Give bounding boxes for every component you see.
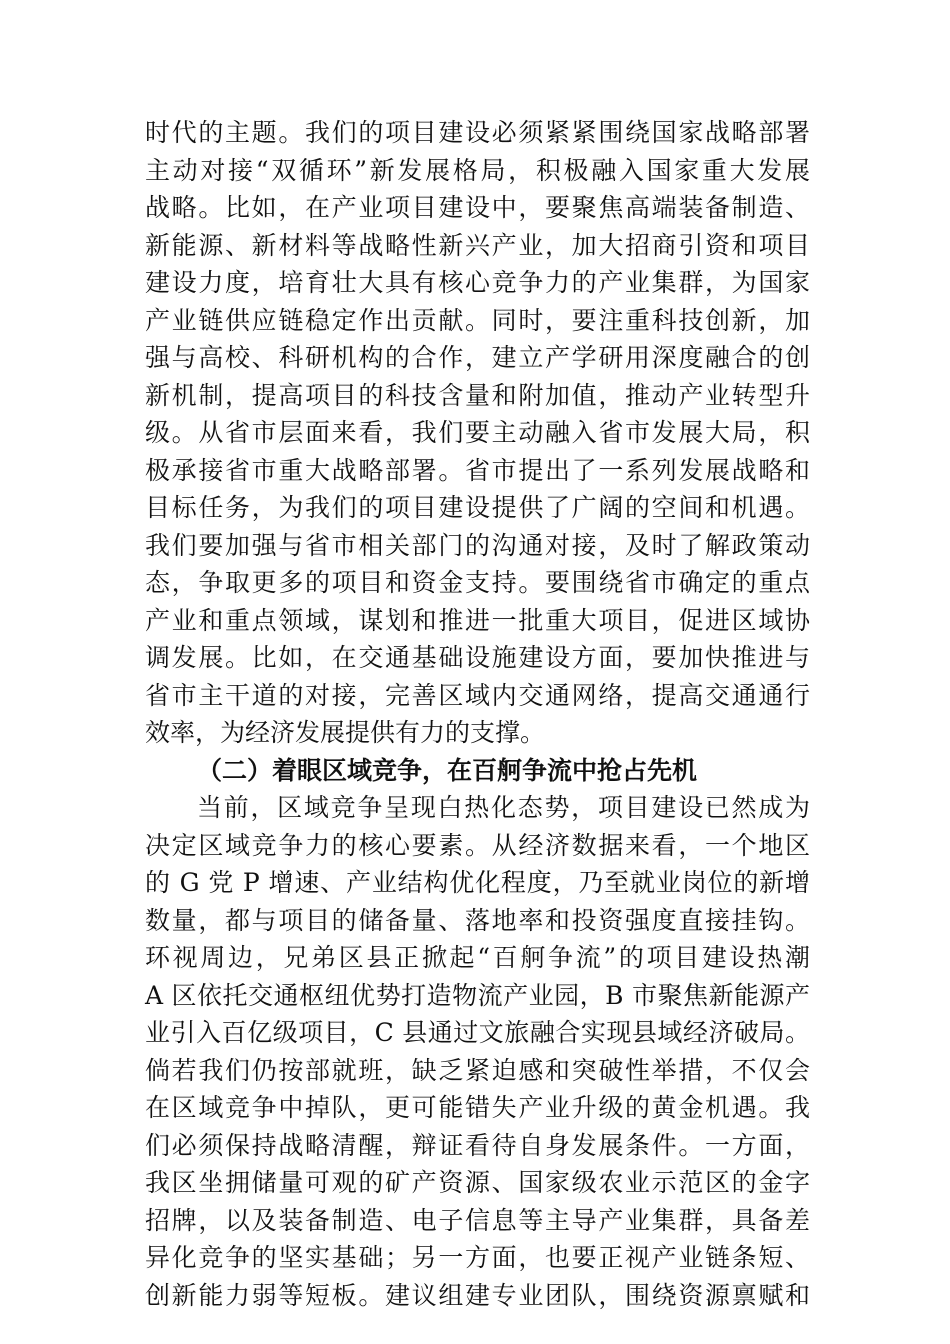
text-line: 们必须保持战略清醒，辩证看待自身发展条件。一方面， — [145, 1130, 810, 1160]
text-line: 业引入百亿级项目，C 县通过文旅融合实现县域经济破局。 — [145, 1018, 810, 1047]
text-line: 极承接省市重大战略部署。省市提出了一系列发展战略和 — [145, 455, 810, 485]
text-line: 决定区域竞争力的核心要素。从经济数据来看，一个地区 — [145, 830, 810, 860]
text-line: 时代的主题。我们的项目建设必须紧紧围绕国家战略部署 — [145, 118, 810, 147]
document-body — [145, 114, 810, 1314]
text-line: 的 G 党 P 增速、产业结构优化程度，乃至就业岗位的新增 — [145, 868, 810, 897]
text-line: 调发展。比如，在交通基础设施建设方面，要加快推进与 — [145, 643, 810, 672]
text-line: 产业链供应链稳定作出贡献。同时，要注重科技创新，加 — [145, 305, 810, 335]
text-line: 战略。比如，在产业项目建设中，要聚焦高端装备制造、 — [145, 193, 810, 222]
paragraph-2 — [145, 789, 810, 1314]
text-line: 建设力度，培育壮大具有核心竞争力的产业集群，为国家 — [145, 268, 810, 297]
text-line: 在区域竞争中掉队，更可能错失产业升级的黄金机遇。我 — [145, 1093, 810, 1122]
text-line: 省市主干道的对接，完善区域内交通网络，提高交通通行 — [145, 680, 810, 710]
text-line: 新机制，提高项目的科技含量和附加值，推动产业转型升 — [145, 380, 810, 410]
text-line: 产业和重点领域，谋划和推进一批重大项目，促进区域协 — [145, 605, 810, 635]
text-line: 环视周边，兄弟区县正掀起“百舸争流”的项目建设热潮 — [145, 943, 810, 972]
text-line: 态，争取更多的项目和资金支持。要围绕省市确定的重点 — [145, 568, 810, 597]
text-line: 我们要加强与省市相关部门的沟通对接，及时了解政策动 — [145, 530, 810, 560]
text-line: 数量，都与项目的储备量、落地率和投资强度直接挂钩。 — [145, 905, 810, 935]
text-line: A 区依托交通枢纽优势打造物流产业园，B 市聚焦新能源产 — [145, 980, 810, 1010]
text-line: 级。从省市层面来看，我们要主动融入省市发展大局，积 — [145, 418, 810, 447]
paragraph-1 — [145, 114, 810, 752]
text-line: 主动对接“双循环”新发展格局，积极融入国家重大发展 — [145, 155, 810, 185]
text-line: 异化竞争的坚实基础；另一方面，也要正视产业链条短、 — [145, 1243, 810, 1272]
text-line: 我区坐拥储量可观的矿产资源、国家级农业示范区的金字 — [145, 1168, 810, 1197]
text-line: 倘若我们仍按部就班，缺乏紧迫感和突破性举措，不仅会 — [145, 1055, 810, 1085]
text-line: 效率，为经济发展提供有力的支撑。 — [145, 718, 546, 747]
text-line: 强与高校、科研机构的合作，建立产学研用深度融合的创 — [145, 343, 810, 372]
text-line: 目标任务，为我们的项目建设提供了广阔的空间和机遇。 — [145, 493, 810, 522]
text-line: 招牌，以及装备制造、电子信息等主导产业集群，具备差 — [145, 1205, 810, 1235]
section-heading: （二）着眼区域竞争，在百舸争流中抢占先机 — [197, 755, 698, 785]
text-line: 创新能力弱等短板。建议组建专业团队，围绕资源禀赋和 — [145, 1280, 810, 1310]
text-line: 当前，区域竞争呈现白热化态势，项目建设已然成为 — [197, 793, 810, 822]
text-line: 新能源、新材料等战略性新兴产业，加大招商引资和项目 — [145, 230, 810, 260]
